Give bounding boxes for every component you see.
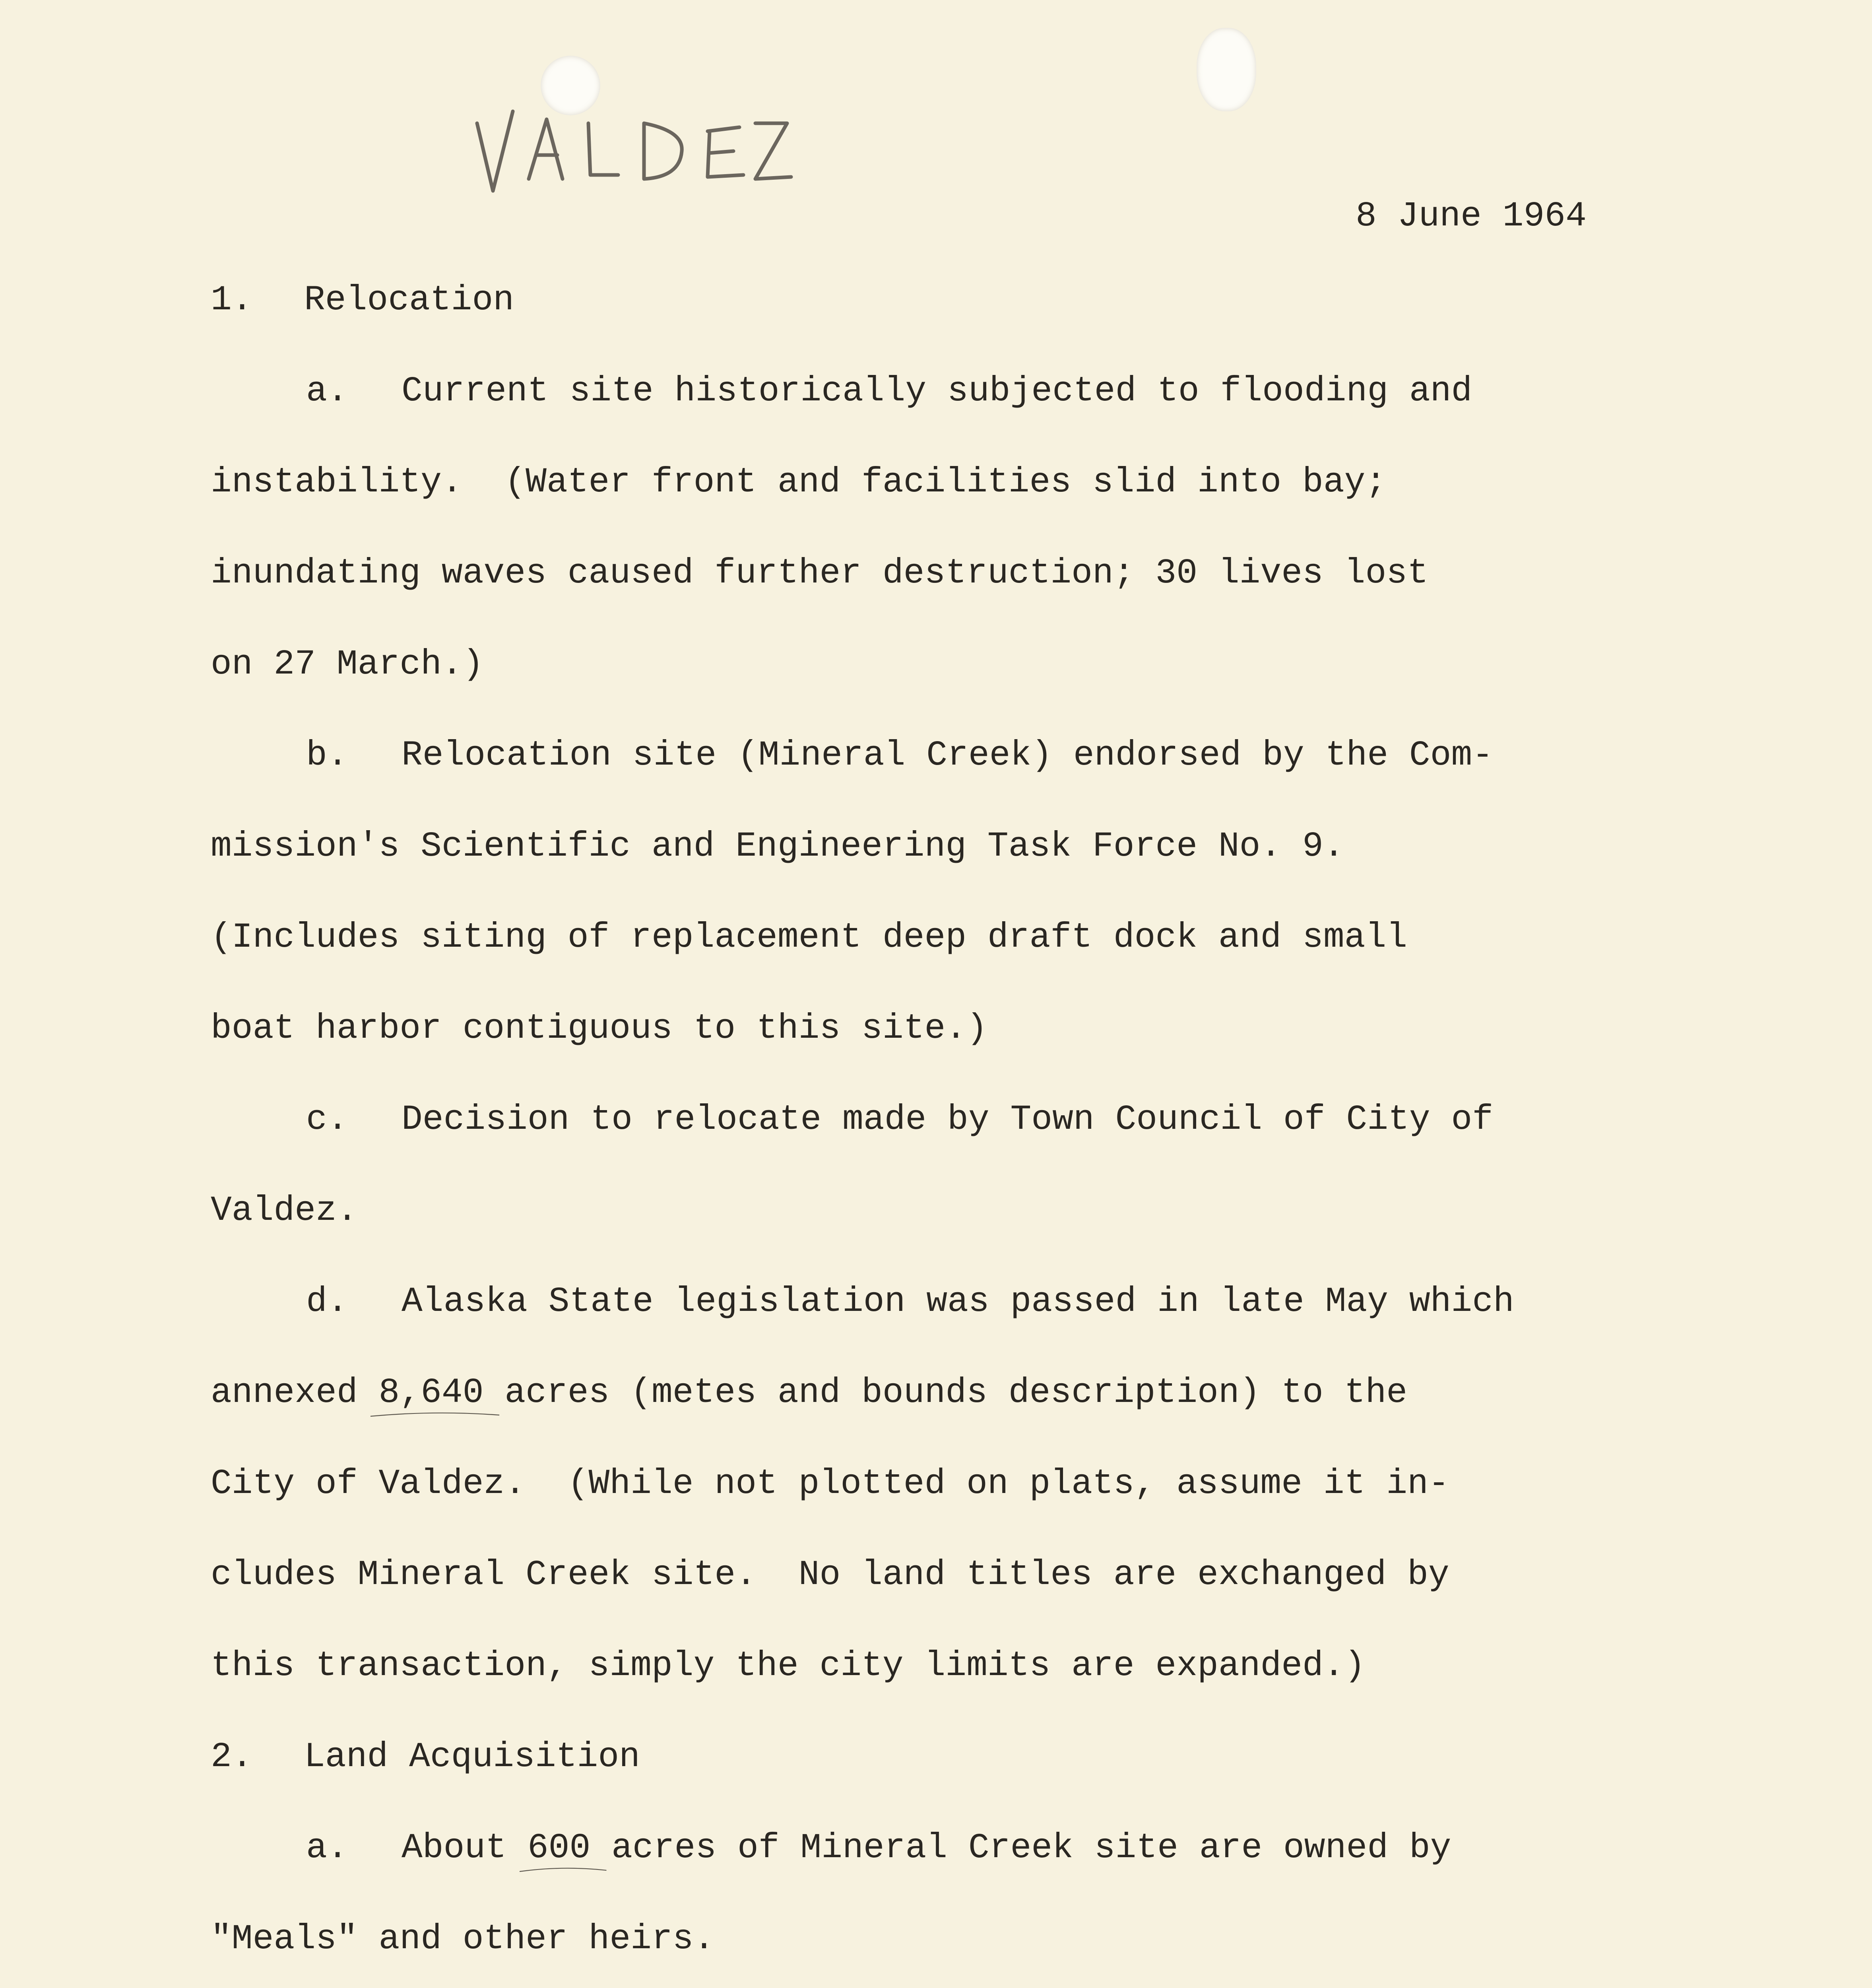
item-text-line: instability. (Water front and facilities slid into bay; <box>211 463 1387 502</box>
item-text-line: (Includes siting of replacement deep draft dock and small <box>211 918 1408 957</box>
item-text-line: About 600 acres of Mineral Creek site are owned by <box>402 1831 1451 1866</box>
section-number: 1. <box>211 281 253 320</box>
section-title: Land Acquisition <box>304 1738 640 1777</box>
item-text-line: Valdez. <box>211 1191 358 1231</box>
item-text-line: on 27 March.) <box>211 645 484 684</box>
item-first-line <box>306 1100 348 1140</box>
pen-underlined-value: 600 <box>528 1831 590 1866</box>
item-text-line: Relocation site (Mineral Creek) endorsed by the Com- <box>402 736 1494 775</box>
section-heading <box>211 281 514 320</box>
pen-underline-path <box>371 1413 499 1416</box>
section-heading <box>211 1738 640 1777</box>
item-first-line <box>306 1282 348 1322</box>
section-number: 2. <box>211 1738 253 1777</box>
item-text-line: inundating waves caused further destruction; 30 lives lost <box>211 554 1428 593</box>
document-date: 8 June 1964 <box>1356 197 1587 236</box>
item-letter: a. <box>306 372 348 411</box>
item-text-line: "Meals" and other heirs. <box>211 1920 715 1959</box>
section-title: Relocation <box>304 281 514 320</box>
item-text-line: Current site historically subjected to flooding and <box>402 372 1472 411</box>
item-first-line <box>306 1831 348 1866</box>
item-text-line: this transaction, simply the city limits are expanded.) <box>211 1646 1366 1686</box>
item-text-line: mission's Scientific and Engineering Task Force No. 9. <box>211 827 1344 866</box>
item-text-line: boat harbor contiguous to this site.) <box>211 1009 987 1048</box>
item-text-line: annexed 8,640 acres (metes and bounds description) to the <box>211 1376 1407 1411</box>
item-letter: d. <box>306 1282 348 1322</box>
item-letter: c. <box>306 1100 348 1140</box>
pen-underline-stroke <box>371 1409 499 1421</box>
item-first-line <box>306 738 348 773</box>
item-text-line: Alaska State legislation was passed in late May which <box>402 1282 1514 1322</box>
item-text-line: City of Valdez. (While not plotted on plats, assume it in- <box>211 1464 1449 1504</box>
item-letter: a. <box>306 1829 348 1868</box>
pen-underline-path <box>520 1868 606 1872</box>
handwritten-valdez-annotation <box>469 99 795 219</box>
punch-hole-right <box>1197 28 1256 111</box>
item-letter: b. <box>306 736 348 775</box>
item-text-line: Decision to relocate made by Town Council of City of <box>402 1100 1494 1140</box>
pen-underlined-value: 8,640 <box>378 1376 483 1411</box>
item-text-line: cludes Mineral Creek site. No land titles are exchanged by <box>211 1555 1449 1595</box>
pen-underline-stroke <box>520 1864 606 1876</box>
item-first-line <box>306 374 348 409</box>
